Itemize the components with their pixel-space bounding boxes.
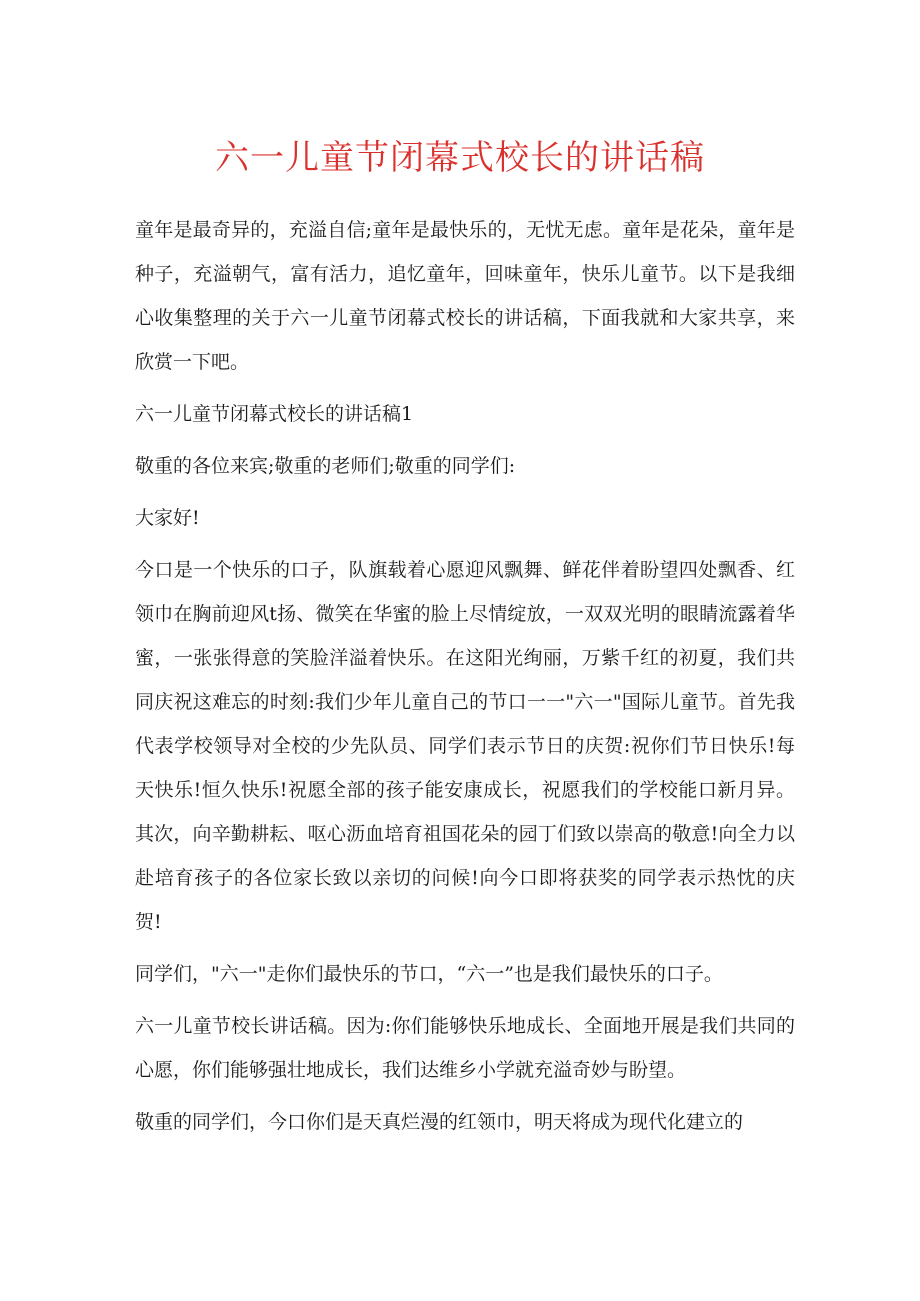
- body-paragraph: 同学们，"六一"走你们最快乐的节口，“六一”也是我们最快乐的口子。: [135, 963, 723, 985]
- intro-paragraph: 童年是最奇异的，充溢自信;童年是最快乐的，无忧无虑。童年是花朵，童年是种子，充溢朝气，富有活力，追忆童年，回味童年，快乐儿童节。以下是我细心收集整理的关于六一儿童节闭幕式校长的讲话稿，下面我就和大家共享，来欣赏一下吧。: [135, 219, 795, 373]
- body-paragraph: 今口是一个快乐的口子，队旗载着心愿迎风飘舞、鲜花伴着盼望四处飘香、红领巾在胸前迎风t扬、微笑在华蜜的脸上尽情绽放，一双双光明的眼睛流露着华蜜，一张张得意的笑脸洋溢着快乐。在这阳光绚丽，万紫千红的初夏，我们共同庆祝这难忘的时刻:我们少年儿童自己的节口一一"六一"国际儿童节。首先我代表学校领导对全校的少先队员、同学们表示节日的庆贺:祝你们节日快乐!每天快乐!恒久快乐!祝愿全部的孩子能安康成长，祝愿我们的学校能口新月异。其次，向辛勤耕耘、呕心沥血培育祖国花朵的园丁们致以崇高的敬意!向全力以赴培育孩子的各位家长致以亲切的问候!向今口即将获奖的同学表示热忱的庆贺!: [135, 559, 795, 933]
- document-title: 六一儿童节闭幕式校长的讲话稿: [215, 138, 705, 178]
- body-paragraph: 六一儿童节校长讲话稿。因为:你们能够快乐地成长、全面地开展是我们共同的心愿，你们能够强壮地成长，我们达维乡小学就充溢奇妙与盼望。: [135, 1015, 795, 1081]
- salutation: 敬重的各位来宾;敬重的老师们;敬重的同学们:: [135, 455, 516, 477]
- section-heading: 六一儿童节闭幕式校长的讲话稿1: [135, 403, 414, 425]
- body-paragraph: 敬重的同学们，今口你们是天真烂漫的红领巾，明天将成为现代化建立的: [135, 1111, 744, 1133]
- greeting: 大家好!: [135, 507, 200, 529]
- document-body: [135, 208, 795, 1152]
